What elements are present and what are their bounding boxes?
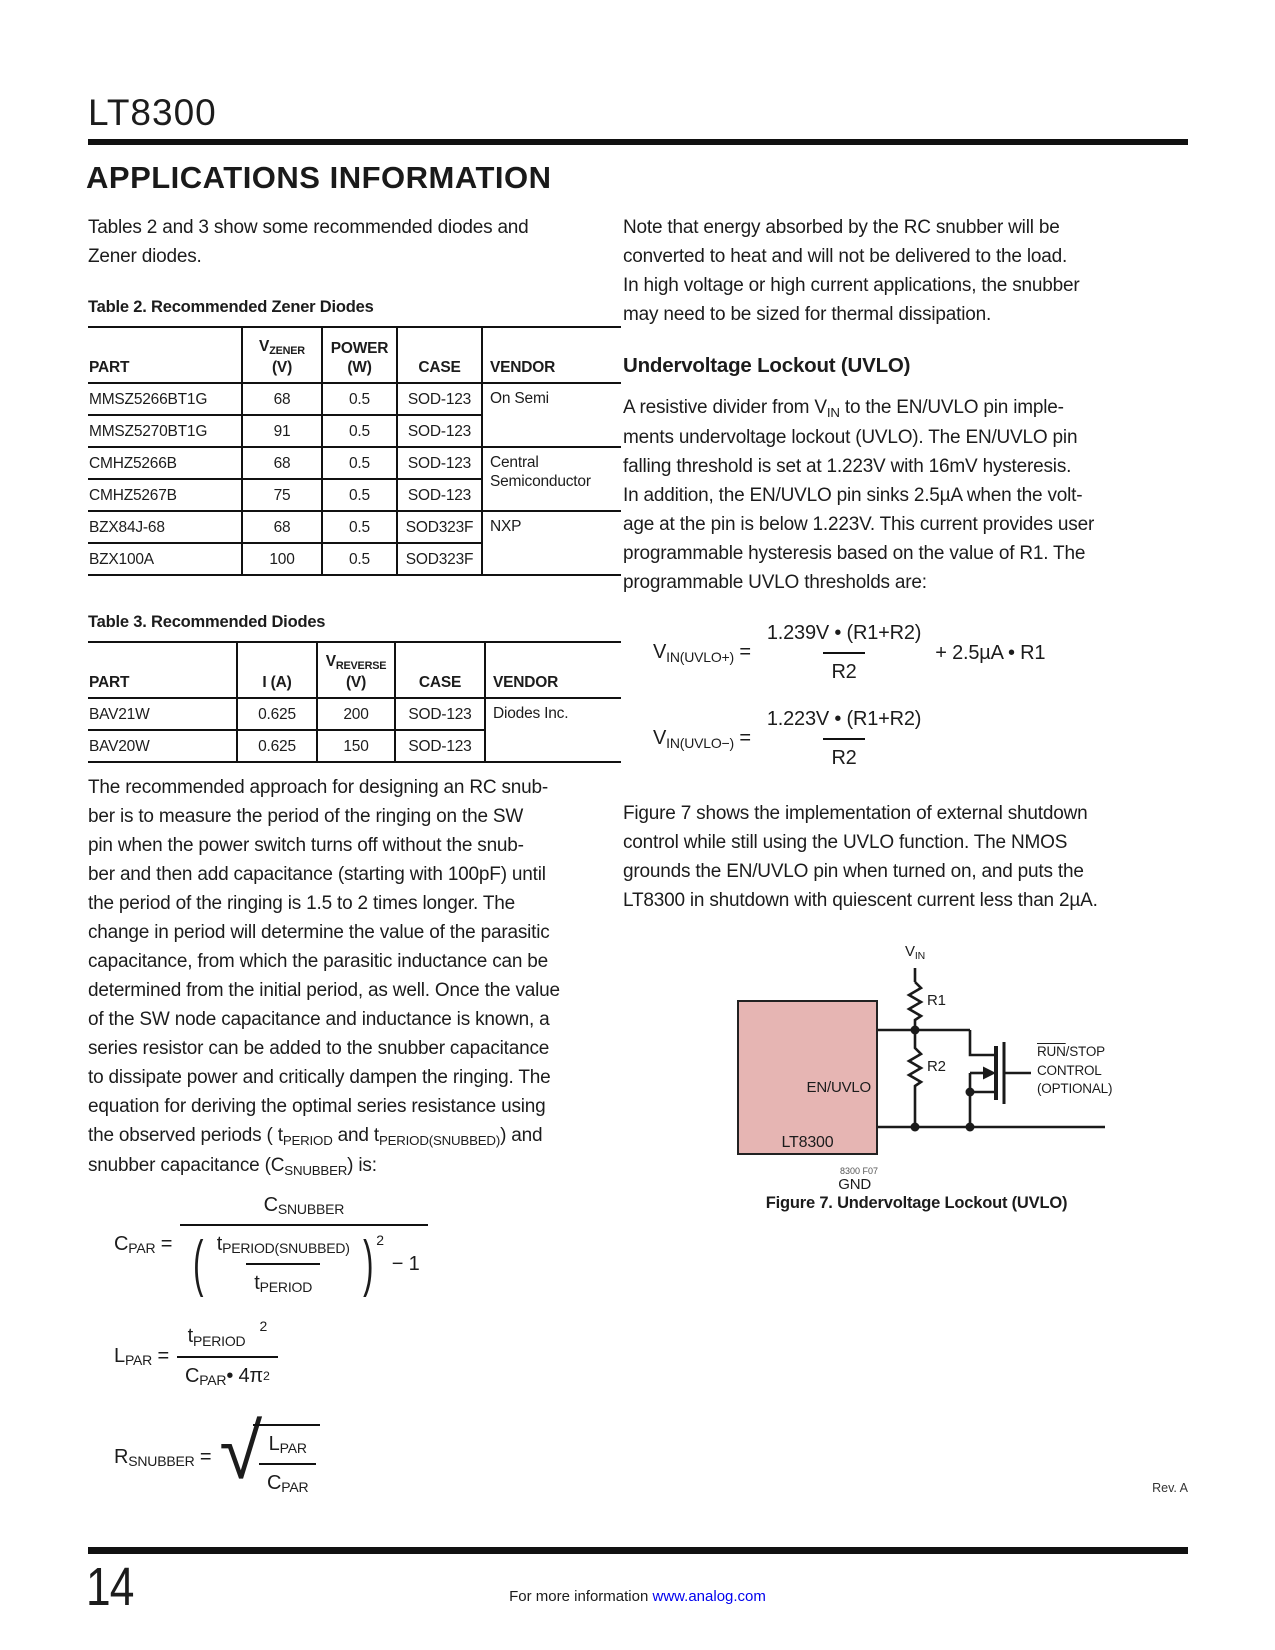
figure7-paragraph: Figure 7 shows the implementation of external shutdown control while still using the UVLO function. The NMOS grounds the EN/UVLO pin when turned on, and puts the LT8300 in shutdown with quiescent current less than 2µA. — [623, 803, 1098, 911]
cell-power: 0.5 — [322, 447, 397, 479]
col-header-case: CASE — [395, 642, 485, 698]
col-header-vzener: $V_{ZENER}$ (V) — [242, 327, 322, 383]
resistor-r2 — [909, 1030, 921, 1127]
col-header-vendor: VENDOR — [485, 642, 621, 698]
analog-website-link[interactable]: www.analog.com — [652, 1588, 766, 1605]
close-paren: ) — [362, 1229, 374, 1298]
table-row — [88, 383, 621, 415]
r1-label: R1 — [927, 992, 946, 1009]
table-header-row — [88, 327, 621, 383]
col-header-part: PART — [88, 642, 237, 698]
cell-part: MMSZ5270BT1G — [88, 415, 242, 447]
col-header-vendor: VENDOR — [482, 327, 621, 383]
r2-label: R2 — [927, 1058, 946, 1075]
figure7-caption: Figure 7. Undervoltage Lockout (UVLO) — [765, 1194, 1068, 1212]
page-title: APPLICATIONS INFORMATION — [86, 160, 552, 195]
page-number: 14 — [86, 1557, 134, 1617]
figure7-undervoltage-lockout — [623, 940, 1130, 1225]
cell-power: 0.5 — [322, 511, 397, 543]
equation-rsnubber: $R_{SNUBBER}$ = √ L $_{PAR}$ C $_{PAR}$ — [114, 1417, 595, 1498]
radical-sign: √ — [219, 1407, 262, 1495]
table2-recommended-zener-diodes — [88, 326, 621, 576]
cell-case: SOD323F — [397, 543, 482, 575]
cell-power: 0.5 — [322, 415, 397, 447]
cell-vendor: On Semi — [482, 383, 621, 447]
figure-code: 8300 F07 — [839, 1166, 878, 1176]
table-header-row — [88, 642, 621, 698]
cell-vendor: Central Semiconductor — [482, 447, 621, 511]
cell-case: SOD-123 — [395, 730, 485, 762]
table3-recommended-diodes — [88, 641, 621, 763]
snubber-paragraph: The recommended approach for designing an RC snub- ber is to measure the period of the ringing on the SW pin when the power switch turns off without the snub- ber and then add capacitance (starting with 100pF) until the period of the ringing is 1.5 to 2 times longer. The change in period will determine the value of the parasitic capacitance, from which the parasitic inductance can be determined from the initial period, as well. Once the value of the SW node capacitance and inductance is known, a series resistor can be added to the snubber capacitance to dissipate power and critically dampen the ringing. The equation for deriving the optimal series resistance using the observed periods ( $t_{PERIOD}$ and $t_{PERIOD(SNUBBED)}$) and snubber capacitance $(C_{SNUBBER})$ is: — [88, 777, 560, 1178]
junction-dots — [911, 1026, 997, 1132]
right-column — [623, 210, 1130, 1225]
cell-part: BAV21W — [88, 698, 237, 730]
cell-case: SOD-123 — [395, 698, 485, 730]
cell-vreverse: 200 — [317, 698, 395, 730]
cell-case: SOD-123 — [397, 383, 482, 415]
cell-part: BZX84J-68 — [88, 511, 242, 543]
uvlo-paragraph: A resistive divider from $V_{IN}$ to the EN/UVLO pin imple- ments undervoltage lockout (UVLO). The EN/UVLO pin falling threshold is set at 1.223V with 16mV hysteresis. In addition, the EN/UVLO pin sinks 2.5µA when the volt- age at the pin is below 1.223V. This current provides user programmable hysteresis based on the value of R1. The programmable UVLO thresholds are: — [623, 397, 1095, 593]
open-paren: ( — [193, 1229, 204, 1298]
cell-vreverse: 150 — [317, 730, 395, 762]
header-rule — [88, 139, 1188, 145]
revision-label: Rev. A — [1152, 1481, 1188, 1495]
col-header-part: PART — [88, 327, 242, 383]
cell-vendor: NXP — [482, 511, 621, 575]
pin-en-uvlo: EN/UVLO — [806, 1079, 871, 1096]
table2-title: Table 2. Recommended Zener Diodes — [88, 298, 374, 316]
footer-info: For more information www.analog.com — [509, 1588, 766, 1605]
table-row — [88, 511, 621, 543]
cell-part: BZX100A — [88, 543, 242, 575]
col-header-power: POWER (W) — [322, 327, 397, 383]
cell-case: SOD-123 — [397, 415, 482, 447]
uvlo-heading: Undervoltage Lockout (UVLO) — [623, 354, 911, 377]
table3-title: Table 3. Recommended Diodes — [88, 613, 326, 631]
col-header-case: CASE — [397, 327, 482, 383]
cell-vzener: 91 — [242, 415, 322, 447]
left-column — [88, 210, 595, 1498]
cell-vzener: 68 — [242, 383, 322, 415]
cell-case: SOD-123 — [397, 479, 482, 511]
table-row — [88, 698, 621, 730]
chip-label: LT8300 — [781, 1134, 834, 1151]
cell-current: 0.625 — [237, 730, 317, 762]
run-stop-control-label: $\overline{RUN}$/STOP CONTROL (OPTIONAL) — [1037, 1044, 1113, 1096]
footer-rule — [88, 1547, 1188, 1554]
cell-power: 0.5 — [322, 383, 397, 415]
equation-uvlo-minus: $V_{IN(UVLO-)}$ = $\frac{1.223V • (R1+R2)}{R2}$ — [653, 705, 1130, 773]
resistor-r1 — [909, 982, 921, 1030]
cell-power: 0.5 — [322, 479, 397, 511]
cell-power: 0.5 — [322, 543, 397, 575]
cell-vzener: 68 — [242, 511, 322, 543]
intro-paragraph: Tables 2 and 3 show some recommended diodes and Zener diodes. — [88, 217, 529, 267]
cell-part: MMSZ5266BT1G — [88, 383, 242, 415]
part-number: LT8300 — [88, 92, 217, 133]
vin-label: $V_{IN}$ — [905, 943, 925, 962]
cell-vendor: Diodes Inc. — [485, 698, 621, 762]
equation-lpar: $L_{PAR}$ = $t_{PERIOD}$ 2 C $_{PAR}$ • 4π 2 — [114, 1322, 595, 1391]
col-header-vreverse: $V_{REVERSE}$ (V) — [317, 642, 395, 698]
cell-case: SOD323F — [397, 511, 482, 543]
pin-gnd: GND — [838, 1176, 871, 1193]
cell-vzener: 68 — [242, 447, 322, 479]
cell-vzener: 100 — [242, 543, 322, 575]
cell-case: SOD-123 — [397, 447, 482, 479]
cell-part: CMHZ5266B — [88, 447, 242, 479]
col-header-current: I (A) — [237, 642, 317, 698]
equation-uvlo-plus: $V_{IN(UVLO+)}$ = $\frac{1.239V • (R1+R2)}{R2}$ + 2.5µA • R1 — [653, 619, 1130, 687]
cell-vzener: 75 — [242, 479, 322, 511]
table-row — [88, 447, 621, 479]
cell-current: 0.625 — [237, 698, 317, 730]
cell-part: CMHZ5267B — [88, 479, 242, 511]
equation-cpar: $C_{PAR}$ = C $_{SNUBBER}$ ( t $_{PERIOD(SNUBBED)}$ t $_{PERIOD}$ ) 2 − 1 — [114, 1191, 595, 1298]
cell-part: BAV20W — [88, 730, 237, 762]
snubber-note-paragraph: Note that energy absorbed by the RC snubber will be converted to heat and will not be delivered to the load. In high voltage or high current applications, the snubber may need to be sized for thermal dissipation. — [623, 217, 1080, 325]
